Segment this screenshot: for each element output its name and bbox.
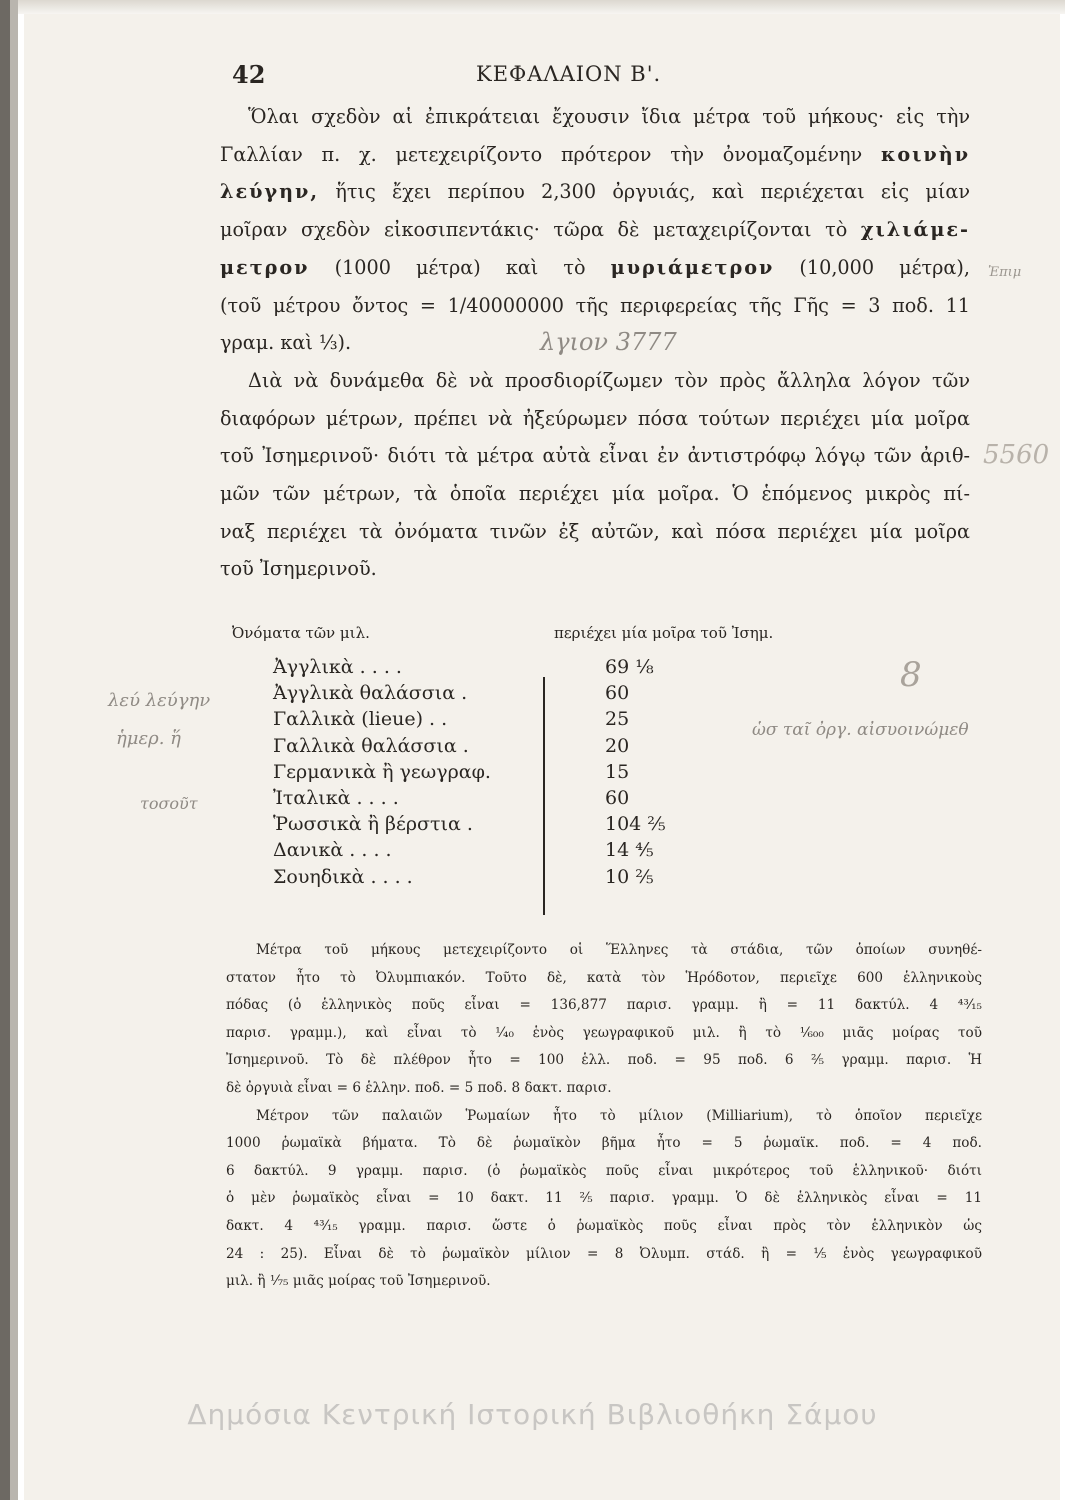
text-line: τοῦ Ἰσημερινοῦ· διότι τὰ μέτρα αὐτὰ εἶναι ἐν ἀντιστρόφῳ λόγῳ τῶν ἀριθ- [220, 444, 970, 468]
row-value: 15 [605, 760, 630, 783]
row-name: Δανικὰ . . . . [273, 839, 392, 862]
table-divider [543, 677, 545, 915]
note-line: 1000 ῥωμαϊκὰ βήματα. Τὸ δὲ ῥωμαϊκὸν βῆμα ἦτο = 5 ῥωμαϊκ. ποδ. = 4 ποδ. [226, 1135, 982, 1152]
row-value: 20 [605, 734, 630, 757]
table-row [245, 761, 745, 787]
handwritten-note: τοσοῦτ [140, 794, 198, 813]
spaced-term: μετρον [220, 255, 310, 279]
handwritten-note: 8 [900, 655, 922, 695]
text-line: Ὅλαι σχεδὸν αἱ ἐπικράτειαι ἔχουσιν ἴδια μέτρα τοῦ μήκους· εἰς τὴν [248, 105, 970, 128]
row-name: Ῥωσσικὰ ἢ βέρστια . [273, 813, 473, 836]
row-name: Ἀγγλικὰ θαλάσσια . [273, 682, 468, 705]
row-value: 14 ⅘ [605, 839, 654, 862]
table-row [245, 866, 745, 892]
row-name: Σουηδικὰ . . . . [273, 865, 413, 888]
note-line: ὁ μὲν ῥωμαϊκὸς εἶναι = 10 δακτ. 11 ²⁄₅ παρισ. γραμμ. Ὁ δὲ ἑλληνικὸς εἶναι = 11 [226, 1190, 982, 1207]
row-value: 69 ⅛ [605, 656, 654, 678]
text-line: λεύγην, ἥτις ἔχει περίπου 2,300 ὀργυιάς, καὶ περιέχεται εἰς μίαν [220, 180, 970, 204]
row-value: 10 ⅖ [605, 865, 654, 888]
row-value: 60 [605, 682, 630, 705]
table-row [245, 839, 745, 865]
text-line: γραμ. καὶ ⅓). [220, 331, 352, 355]
row-name: Γαλλικὰ θαλάσσια . [273, 734, 469, 757]
text-line: Γαλλίαν π. χ. μετεχειρίζοντο πρότερον τὴν ὀνομαζομένην κοινὴν [220, 142, 971, 166]
note-line: μιλ. ἢ ¹⁄₇₅ μιᾶς μοίρας τοῦ Ἰσημερινοῦ. [226, 1273, 491, 1290]
handwritten-note: 5560 [983, 440, 1050, 470]
mile-table [245, 656, 745, 892]
table-row [245, 708, 745, 734]
note-line: δακτ. 4 ⁴³⁄₁₅ γραμμ. παρισ. ὥστε ὁ ῥωμαϊκὸς ποῦς εἶναι πρὸς τὸν ἑλληνικὸν ὡς [226, 1217, 982, 1234]
row-name: Ἀγγλικὰ . . . . [273, 656, 402, 678]
handwritten-note: ἡμερ. ἥ [116, 728, 181, 749]
text-line: μῶν τῶν μέτρων, τὰ ὁποῖα περιέχει μία μοῖρα. Ὁ ἑπόμενος μικρὸς πί- [220, 482, 970, 506]
table-row [245, 787, 745, 813]
scan-top-edge [18, 0, 1065, 14]
handwritten-note: λγιον 3777 [540, 328, 677, 356]
row-name: Ἰταλικὰ . . . . [273, 786, 399, 809]
row-name: Γαλλικὰ (lieue) . . [273, 708, 448, 731]
running-header [24, 54, 1060, 94]
row-name: Γερμανικὰ ἢ γεωγραφ. [273, 760, 491, 783]
row-value: 25 [605, 708, 630, 731]
note-line: δὲ ὀργυιὰ εἶναι = 6 ἑλλην. ποδ. = 5 ποδ. 8 δακτ. παρισ. [226, 1079, 612, 1096]
table-row [245, 813, 745, 839]
text-line: (τοῦ μέτρου ὄντος = 1/40000000 τῆς περιφερείας τῆς Γῆς = 3 ποδ. 11 [220, 293, 970, 317]
note-line: 6 δακτύλ. 9 γραμμ. παρισ. (ὁ ῥωμαϊκὸς ποῦς εἶναι μικρότερος τοῦ ἑλληνικοῦ· διότι [226, 1162, 982, 1179]
handwritten-note: λεύ λεύγην [108, 690, 211, 711]
text-line: μοῖραν σχεδὸν εἰκοσιπεντάκις· τῶρα δὲ μεταχειρίζονται τὸ χιλιάμε- [220, 218, 970, 242]
note-line: στατον ἦτο τὸ Ὀλυμπιακόν. Τοῦτο δὲ, κατὰ τὸν Ἡρόδοτον, περιεῖχε 600 ἑλληνικοὺς [226, 969, 982, 986]
chapter-title: ΚΕΦΑΛΑΙΟΝ Β'. [476, 62, 662, 86]
footnotes [226, 937, 982, 1296]
text-line: Διὰ νὰ δυνάμεθα δὲ νὰ προσδιορίζωμεν τὸν πρὸς ἄλληλα λόγον τῶν [248, 368, 970, 392]
handwritten-note: ὡσ ταῖ ὀργ. αἰσυοινώμεθ [752, 720, 969, 740]
scan-binding-shadow [10, 0, 18, 1500]
table-row [245, 682, 745, 708]
note-line: παρισ. γραμμ.), καὶ εἶναι τὸ ¹⁄₄₀ ἑνὸς γεωγραφικοῦ μιλ. ἢ τὸ ¹⁄₆₀₀ μιᾶς μοίρας τοῦ [226, 1024, 982, 1041]
text-line: ναξ περιέχει τὰ ὀνόματα τινῶν ἐξ αὐτῶν, καὶ πόσα περιέχει μία μοῖρα [220, 519, 970, 543]
note-line: 24 : 25). Εἶναι δὲ τὸ ῥωμαϊκὸν μίλιον = 8 Ὀλυμπ. στάδ. ἢ = ⅕ ἑνὸς γεωγραφικοῦ [226, 1245, 982, 1262]
library-watermark: Δημόσια Κεντρική Ιστορική Βιβλιοθήκη Σάμου [187, 1398, 878, 1431]
row-value: 60 [605, 786, 630, 809]
spaced-term: μυριάμετρον [610, 255, 775, 279]
spaced-term: κοινὴν [880, 142, 971, 166]
note-line: πόδας (ὁ ἑλληνικὸς ποῦς εἶναι = 136,877 παρισ. γραμμ. ἢ = 11 δακτύλ. 4 ⁴³⁄₁₅ [226, 997, 982, 1014]
table-row [245, 656, 745, 682]
note-line: Μέτρον τῶν παλαιῶν Ῥωμαίων ἦτο τὸ μίλιον (Milliarium), τὸ ὁποῖον περιεῖχε [256, 1107, 982, 1124]
scan-binding-edge [0, 0, 10, 1500]
table-head-names: Ὀνόματα τῶν μιλ. [232, 624, 370, 642]
table-row [245, 735, 745, 761]
page-number: 42 [232, 60, 266, 89]
handwritten-note: Ἐπιμ [988, 265, 1022, 280]
note-line: Μέτρα τοῦ μήκους μετεχειρίζοντο οἱ Ἕλληνες τὰ στάδια, τῶν ὁποίων συνηθέ- [256, 942, 982, 958]
spaced-term: λεύγην, [220, 180, 320, 204]
row-value: 104 ⅖ [605, 813, 666, 836]
text-line: διαφόρων μέτρων, πρέπει νὰ ἠξεύρωμεν πόσα τούτων περιέχει μία μοῖρα [220, 406, 970, 430]
spaced-term: χιλιάμε- [860, 218, 970, 242]
table-head-values: περιέχει μία μοῖρα τοῦ Ἰσημ. [554, 624, 774, 642]
text-line: τοῦ Ἰσημερινοῦ. [220, 557, 377, 581]
text-line: μετρον (1000 μέτρα) καὶ τὸ μυριάμετρον (10,000 μέτρα), [220, 255, 970, 279]
note-line: Ἰσημερινοῦ. Τὸ δὲ πλέθρον ἦτο = 100 ἑλλ. ποδ. = 95 ποδ. 6 ²⁄₅ γραμμ. παρισ. Ἡ [226, 1052, 982, 1069]
